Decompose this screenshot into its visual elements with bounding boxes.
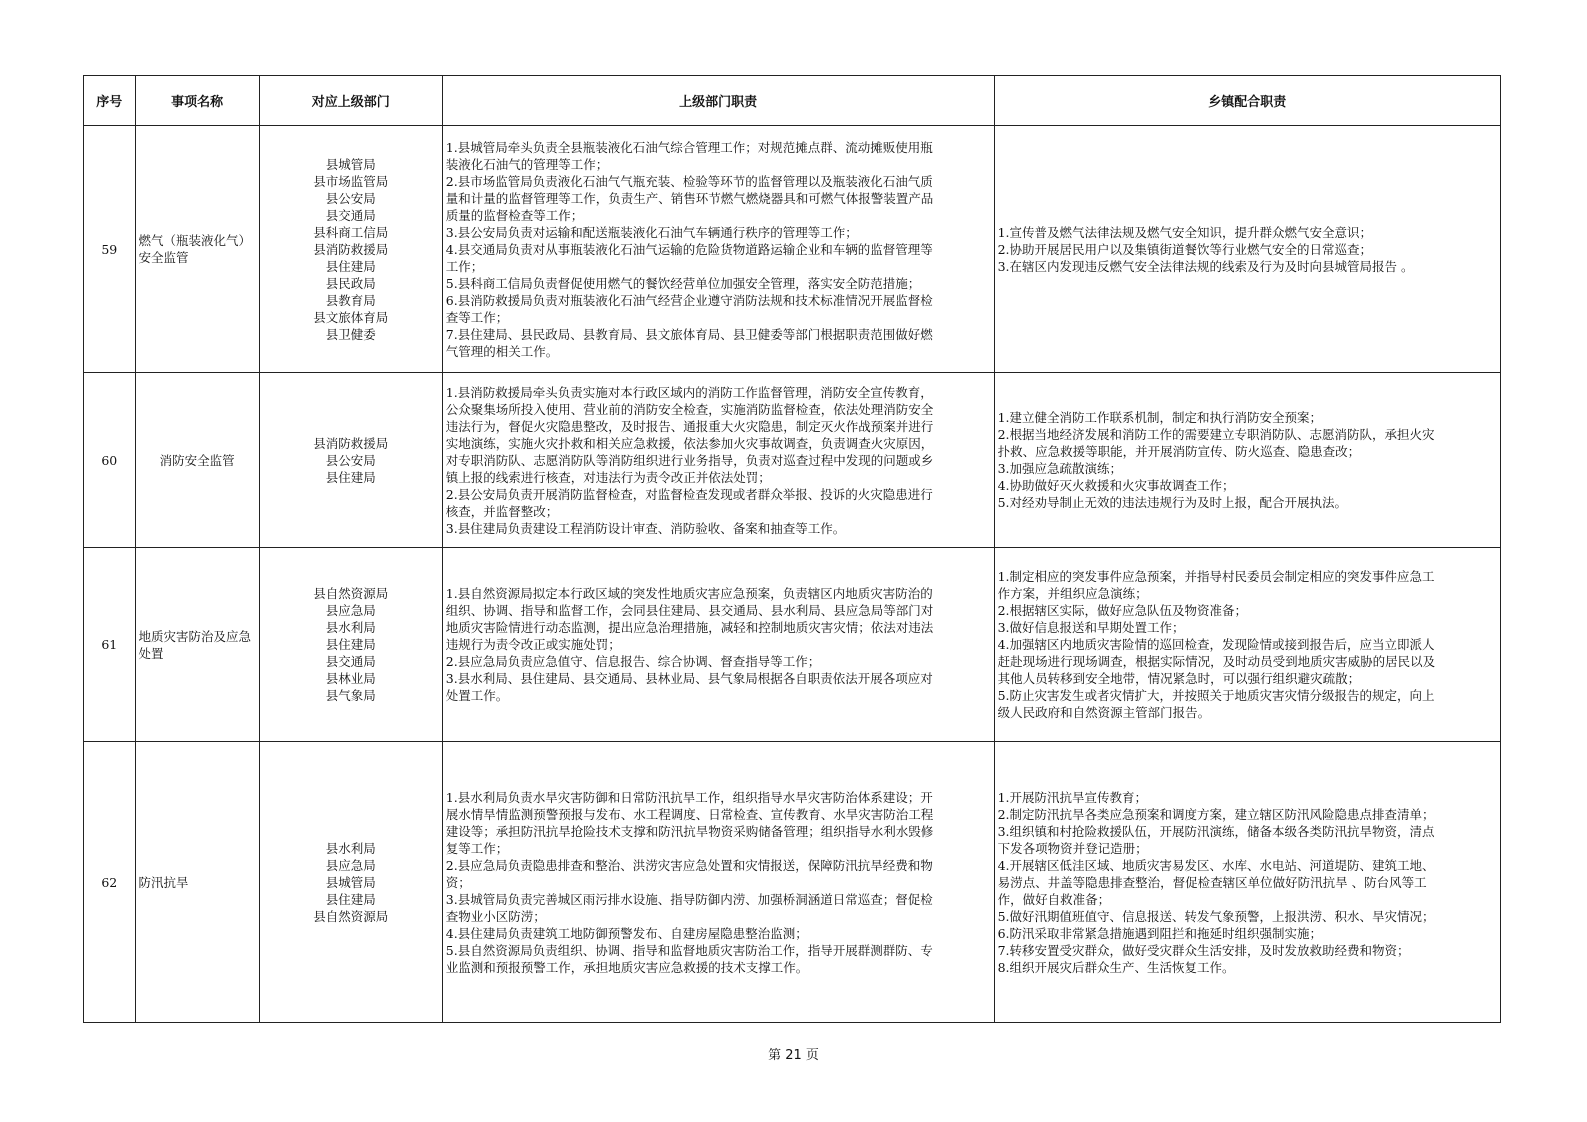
- duty-line: 工作；: [445, 258, 484, 274]
- duty-line: 1.开展防汛抗旱宣传教育；: [997, 789, 1148, 805]
- row-seq: 62: [84, 742, 136, 1023]
- department-name: 县消防救援局: [313, 435, 389, 451]
- duty-line: 违规行为责令改正或实施处罚；: [445, 637, 621, 652]
- duty-line: 1.县消防救援局牵头负责实施对本行政区域内的消防工作监督管理，消防安全宣传教育，: [445, 384, 933, 400]
- duty-line: 公众聚集场所投入使用、营业前的消防安全检查，实施消防监督检查，依法处理消防安全: [445, 401, 934, 417]
- department-name: 县气象局: [325, 688, 376, 703]
- duty-line: 5.县科商工信局负责督促使用燃气的餐饮经营单位加强安全管理，落实安全防范措施；: [445, 275, 921, 291]
- duty-line: 建设等；承担防汛抗旱抢险技术支撑和防汛抗旱物资采购储备管理；组织指导水利水毁修: [445, 823, 934, 839]
- duty-line: 作方案，并组织应急演练；: [997, 586, 1148, 601]
- duty-line: 下发各项物资并登记造册；: [997, 840, 1148, 856]
- duty-line: 2.协助开展居民用户以及集镇街道餐饮等行业燃气安全的日常巡查；: [997, 241, 1373, 257]
- duty-line: 3.县住建局负责建设工程消防设计审查、消防验收、备案和抽查等工作。: [445, 520, 846, 536]
- duty-line: 8.组织开展灾后群众生产、生活恢复工作。: [997, 959, 1235, 975]
- duty-line: 3.县公安局负责对运输和配送瓶装液化石油气车辆通行秩序的管理等工作；: [445, 224, 858, 240]
- duty-line: 3.在辖区内发现违反燃气安全法律法规的线索及行为及时向县城管局报告 。: [997, 258, 1414, 274]
- department-name: 县科商工信局: [313, 224, 389, 240]
- row-upper-duties: [442, 373, 994, 548]
- duty-line: 镇上报的线索进行核查，对违法行为责令改正并依法处罚；: [445, 469, 771, 485]
- duty-line: 易涝点、井盖等隐患排查整治，督促检查辖区单位做好防汛抗旱 、防台风等工: [997, 874, 1427, 890]
- duty-line: 1.制定相应的突发事件应急预案，并指导村民委员会制定相应的突发事件应急工: [997, 569, 1435, 584]
- duty-line: 4.开展辖区低洼区域、地质灾害易发区、水库、水电站、河道堤防、建筑工地、: [997, 857, 1435, 873]
- department-name: 县卫健委: [325, 326, 376, 342]
- department-name: 县水利局: [325, 840, 376, 856]
- duty-line: 2.制定防汛抗旱各类应急预案和调度方案，建立辖区防汛风险隐患点排查清单；: [997, 806, 1435, 822]
- row-item-name: 防汛抗旱: [135, 742, 259, 1023]
- duty-line: 2.县应急局负责应急值守、信息报告、综合协调、督查指导等工作；: [445, 654, 821, 669]
- duty-line: 2.县应急局负责隐患排查和整治、洪涝灾害应急处置和灾情报送，保障防汛抗旱经费和物: [445, 857, 933, 873]
- page-number: 第 21 页: [768, 1048, 819, 1063]
- header-item-name: 事项名称: [135, 76, 259, 126]
- header-departments: 对应上级部门: [259, 76, 442, 126]
- row-departments: [259, 126, 442, 373]
- duty-line: 量和计量的监督管理等工作，负责生产、销售环节燃气燃烧器具和可燃气体报警装置产品: [445, 190, 934, 206]
- department-name: 县文旅体育局: [313, 309, 389, 325]
- duty-line: 3.加强应急疏散演练；: [997, 461, 1123, 476]
- row-town-duties: [994, 742, 1500, 1023]
- duty-line: 7.转移安置受灾群众，做好受灾群众生活安排，及时发放救助经费和物资；: [997, 942, 1410, 958]
- table-row: [84, 742, 1501, 1023]
- department-name: 县民政局: [325, 275, 376, 291]
- duty-line: 对专职消防队、志愿消防队等消防组织进行业务指导，负责对巡查过程中发现的问题或乡: [445, 452, 934, 468]
- duty-line: 5.做好汛期值班值守、信息报送、转发气象预警，上报洪涝、积水、旱灾情况；: [997, 908, 1435, 924]
- table-row: [84, 126, 1501, 373]
- department-name: 县住建局: [325, 637, 376, 652]
- duty-line: 4.县交通局负责对从事瓶装液化石油气运输的危险货物道路运输企业和车辆的监督管理等: [445, 241, 933, 257]
- row-upper-duties: [442, 548, 994, 742]
- department-name: 县城管局: [325, 874, 376, 890]
- duty-line: 地质灾害险情进行动态监测，提出应急治理措施，减轻和控制地质灾害灾情；依法对违法: [445, 620, 934, 635]
- duty-line: 赶赴现场进行现场调查，根据实际情况，及时动员受到地质灾害威胁的居民以及: [997, 654, 1436, 669]
- duty-line: 5.县自然资源局负责组织、协调、指导和监督地质灾害防治工作，指导开展群测群防、专: [445, 942, 933, 958]
- duty-line: 1.县自然资源局拟定本行政区域的突发性地质灾害应急预案，负责辖区内地质灾害防治的: [445, 586, 933, 601]
- duty-line: 1.宣传普及燃气法律法规及燃气安全知识，提升群众燃气安全意识；: [997, 224, 1373, 240]
- duty-line: 1.县水利局负责水旱灾害防御和日常防汛抗旱工作，组织指导水旱灾害防治体系建设；开: [445, 789, 933, 805]
- duty-line: 2.县市场监管局负责液化石油气气瓶充装、检验等环节的监督管理以及瓶装液化石油气质: [445, 173, 933, 189]
- duty-line: 查物业小区防涝；: [445, 908, 546, 924]
- header-upper-duties: 上级部门职责: [442, 76, 994, 126]
- department-name: 县消防救援局: [313, 241, 389, 257]
- duty-line: 5.防止灾害发生或者灾情扩大，并按照关于地质灾害灾情分级报告的规定，向上: [997, 688, 1435, 703]
- header-seq: 序号: [84, 76, 136, 126]
- duty-line: 扑救、应急救援等职能，并开展消防宣传、防火巡查、隐患查改；: [997, 444, 1361, 459]
- table-header-row: [84, 76, 1501, 126]
- duty-line: 1.建立健全消防工作联系机制，制定和执行消防安全预案；: [997, 410, 1323, 425]
- duty-line: 5.对经劝导制止无效的违法违规行为及时上报，配合开展执法。: [997, 495, 1348, 510]
- table-row: [84, 373, 1501, 548]
- department-name: 县交通局: [325, 207, 376, 223]
- row-town-duties: [994, 373, 1500, 548]
- department-name: 县自然资源局: [313, 586, 389, 601]
- table-body: [84, 126, 1501, 1023]
- duty-line: 1.县城管局牵头负责全县瓶装液化石油气综合管理工作；对规范摊点群、流动摊贩使用瓶: [445, 139, 933, 155]
- duty-line: 展水情旱情监测预警预报与发布、水工程调度、日常检查、宣传教育、水旱灾害防治工程: [445, 806, 934, 822]
- department-name: 县住建局: [325, 469, 376, 485]
- row-seq: 60: [84, 373, 136, 548]
- duty-line: 6.县消防救援局负责对瓶装液化石油气经营企业遵守消防法规和技术标准情况开展监督检: [445, 292, 933, 308]
- duty-table: [83, 75, 1501, 1023]
- department-name: 县市场监管局: [313, 173, 389, 189]
- duty-line: 作，做好自救准备；: [997, 891, 1111, 907]
- department-name: 县教育局: [325, 292, 376, 308]
- row-item-name: 地质灾害防治及应急处置: [135, 548, 259, 742]
- duty-line: 2.县公安局负责开展消防监督检查，对监督检查发现或者群众举报、投诉的火灾隐患进行: [445, 486, 933, 502]
- row-departments: [259, 742, 442, 1023]
- duty-line: 3.做好信息报送和早期处置工作；: [997, 620, 1185, 635]
- duty-line: 组织、协调、指导和监督工作，会同县住建局、县交通局、县水利局、县应急局等部门对: [445, 603, 934, 618]
- duty-line: 质量的监督检查等工作；: [445, 207, 584, 223]
- duty-line: 级人民政府和自然资源主管部门报告。: [997, 705, 1211, 720]
- duty-line: 其他人员转移到安全地带，情况紧急时，可以强行组织避灾疏散；: [997, 671, 1361, 686]
- duty-line: 复等工作；: [445, 840, 509, 856]
- row-upper-duties: [442, 126, 994, 373]
- duty-line: 处置工作。: [445, 688, 509, 703]
- duty-line: 3.组织镇和村抢险救援队伍，开展防汛演练，储备本级各类防汛抗旱物资，清点: [997, 823, 1435, 839]
- department-name: 县应急局: [325, 603, 376, 618]
- department-name: 县住建局: [325, 891, 376, 907]
- row-seq: 61: [84, 548, 136, 742]
- duty-line: 资；: [445, 874, 471, 890]
- row-town-duties: [994, 548, 1500, 742]
- duty-line: 3.县城管局负责完善城区雨污排水设施、指导防御内涝、加强桥洞涵道日常巡查；督促检: [445, 891, 933, 907]
- duty-line: 2.根据辖区实际，做好应急队伍及物资准备；: [997, 603, 1248, 618]
- row-item-name: 消防安全监管: [135, 373, 259, 548]
- row-departments: [259, 373, 442, 548]
- duty-line: 核查，并监督整改；: [445, 503, 559, 519]
- duty-line: 4.县住建局负责建筑工地防御预警发布、自建房屋隐患整治监测；: [445, 925, 808, 941]
- duty-line: 装液化石油气的管理等工作；: [445, 156, 609, 172]
- duty-line: 7.县住建局、县民政局、县教育局、县文旅体育局、县卫健委等部门根据职责范围做好燃: [445, 326, 933, 342]
- department-name: 县自然资源局: [313, 908, 389, 924]
- duty-line: 3.县水利局、县住建局、县交通局、县林业局、县气象局根据各自职责依法开展各项应对: [445, 671, 933, 686]
- department-name: 县林业局: [325, 671, 376, 686]
- duty-line: 4.协助做好灭火救援和火灾事故调查工作；: [997, 478, 1235, 493]
- department-name: 县城管局: [325, 156, 376, 172]
- duty-line: 查等工作；: [445, 309, 509, 325]
- department-name: 县住建局: [325, 258, 376, 274]
- duty-line: 业监测和预报预警工作，承担地质灾害应急救援的技术支撑工作。: [445, 959, 809, 975]
- row-upper-duties: [442, 742, 994, 1023]
- department-name: 县公安局: [325, 452, 376, 468]
- table-row: [84, 548, 1501, 742]
- department-name: 县交通局: [325, 654, 376, 669]
- row-item-name: 燃气（瓶装液化气）安全监管: [135, 126, 259, 373]
- duty-line: 实地演练，实施火灾扑救和相关应急救援，依法参加火灾事故调查，负责调查火灾原因，: [445, 435, 934, 451]
- duty-line: 违法行为，督促火灾隐患整改，及时报告、通报重大火灾隐患，制定灭火作战预案并进行: [445, 418, 934, 434]
- department-name: 县水利局: [325, 620, 376, 635]
- header-town-duties: 乡镇配合职责: [994, 76, 1500, 126]
- department-name: 县公安局: [325, 190, 376, 206]
- duty-line: 气管理的相关工作。: [445, 343, 559, 359]
- department-name: 县应急局: [325, 857, 376, 873]
- duty-line: 4.加强辖区内地质灾害险情的巡回检查，发现险情或接到报告后，应当立即派人: [997, 637, 1435, 652]
- row-town-duties: [994, 126, 1500, 373]
- row-departments: [259, 548, 442, 742]
- duty-line: 6.防汛采取非常紧急措施遇到阻拦和拖延时组织强制实施；: [997, 925, 1323, 941]
- row-seq: 59: [84, 126, 136, 373]
- duty-line: 2.根据当地经济发展和消防工作的需要建立专职消防队、志愿消防队，承担火灾: [997, 427, 1435, 442]
